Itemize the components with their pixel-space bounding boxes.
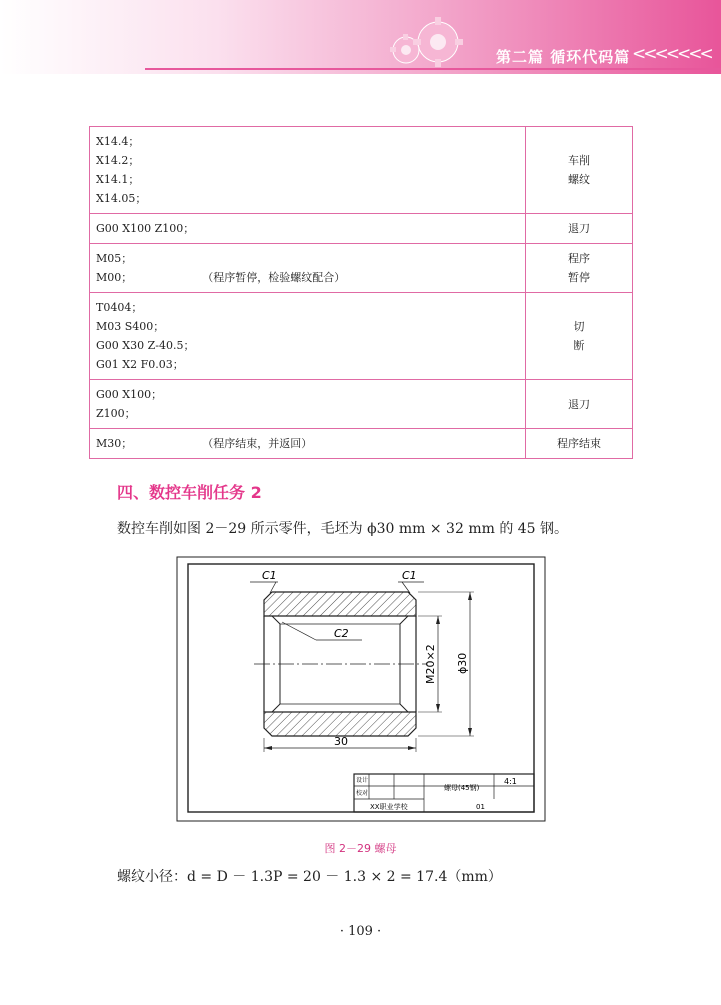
code-line: M05； [96,252,133,265]
table-row [90,380,633,429]
dim-outer: ϕ30 [456,652,469,674]
title-block-check: 校对 [356,790,369,797]
section-heading: 四、数控车削任务 2 [117,483,262,502]
nut-drawing [176,556,546,822]
title-block-number: 01 [476,803,485,811]
code-line: X14.4； [96,135,140,148]
code-line: X14.2； [96,154,140,167]
note-text: 退刀 [568,397,590,411]
table-row [90,214,633,244]
note-cell [526,429,633,459]
note-text: 程序结束 [557,437,601,450]
code-cell [90,293,526,380]
code-text: M00； [96,271,133,284]
title-block-scale: 4:1 [504,777,517,786]
code-comment: （程序结束，并返回） [202,437,313,450]
code-cell [90,127,526,214]
gear-icon [378,14,470,70]
note-cell [526,293,633,380]
figure-caption: 图 2－29 螺母 [324,842,397,855]
code-line: X14.1； [96,173,140,186]
table-row [90,429,633,459]
table-row [90,127,633,214]
note-text: 退刀 [568,222,590,235]
note-cell [526,244,633,293]
code-cell [90,380,526,429]
note-cell [526,380,633,429]
code-line: G00 X30 Z-40.5； [96,339,195,352]
title-block-material: 螺母(45钢) [444,784,480,792]
program-table [89,126,633,459]
chapter-title: 第二篇 循环代码篇 [496,48,631,66]
note-text: 程序 [568,252,590,265]
code-cell [90,214,526,244]
dim-thread: M20×2 [424,644,437,684]
code-cell [90,429,526,459]
table-row [90,244,633,293]
note-text: 螺纹 [568,173,590,186]
code-line: G00 X100 Z100； [96,222,195,235]
page-number: · 109 · [339,924,382,939]
code-line: G01 X2 F0.03； [96,358,184,371]
header-rule [145,68,721,70]
code-line: X14.05； [96,192,147,205]
dim-length: 30 [334,735,348,748]
note-cell [526,214,633,244]
bottom-wall [264,712,416,736]
note-text: 车削 [568,154,590,167]
code-line [96,434,519,453]
code-cell [90,244,526,293]
chamfer-label: C1 [402,569,417,582]
chamfer-label: C1 [262,569,277,582]
task-paragraph: 数控车削如图 2－29 所示零件，毛坯为 ϕ30 mm × 32 mm 的 45 钢。 [117,521,569,537]
formula-text: 螺纹小径：d = D － 1.3P = 20 － 1.3 × 2 = 17.4（mm） [117,869,502,885]
code-line: T0404； [96,301,143,314]
title-block-school: XX职业学校 [370,803,408,811]
code-line: M03 S400； [96,320,165,333]
note-text: 断 [573,339,585,352]
code-line [96,268,519,287]
chamfer-label: C2 [334,627,349,640]
code-text: M30； [96,437,133,450]
top-wall [264,592,416,616]
chevron-decoration: <<<<<<< [632,44,711,64]
code-comment: （程序暂停，检验螺纹配合） [202,271,346,284]
note-cell [526,127,633,214]
code-line: G00 X100； [96,388,163,401]
code-line: Z100； [96,407,136,420]
note-text: 暂停 [568,271,590,284]
table-row [90,293,633,380]
title-block-design: 设计 [356,777,369,784]
note-text: 切 [573,320,585,333]
